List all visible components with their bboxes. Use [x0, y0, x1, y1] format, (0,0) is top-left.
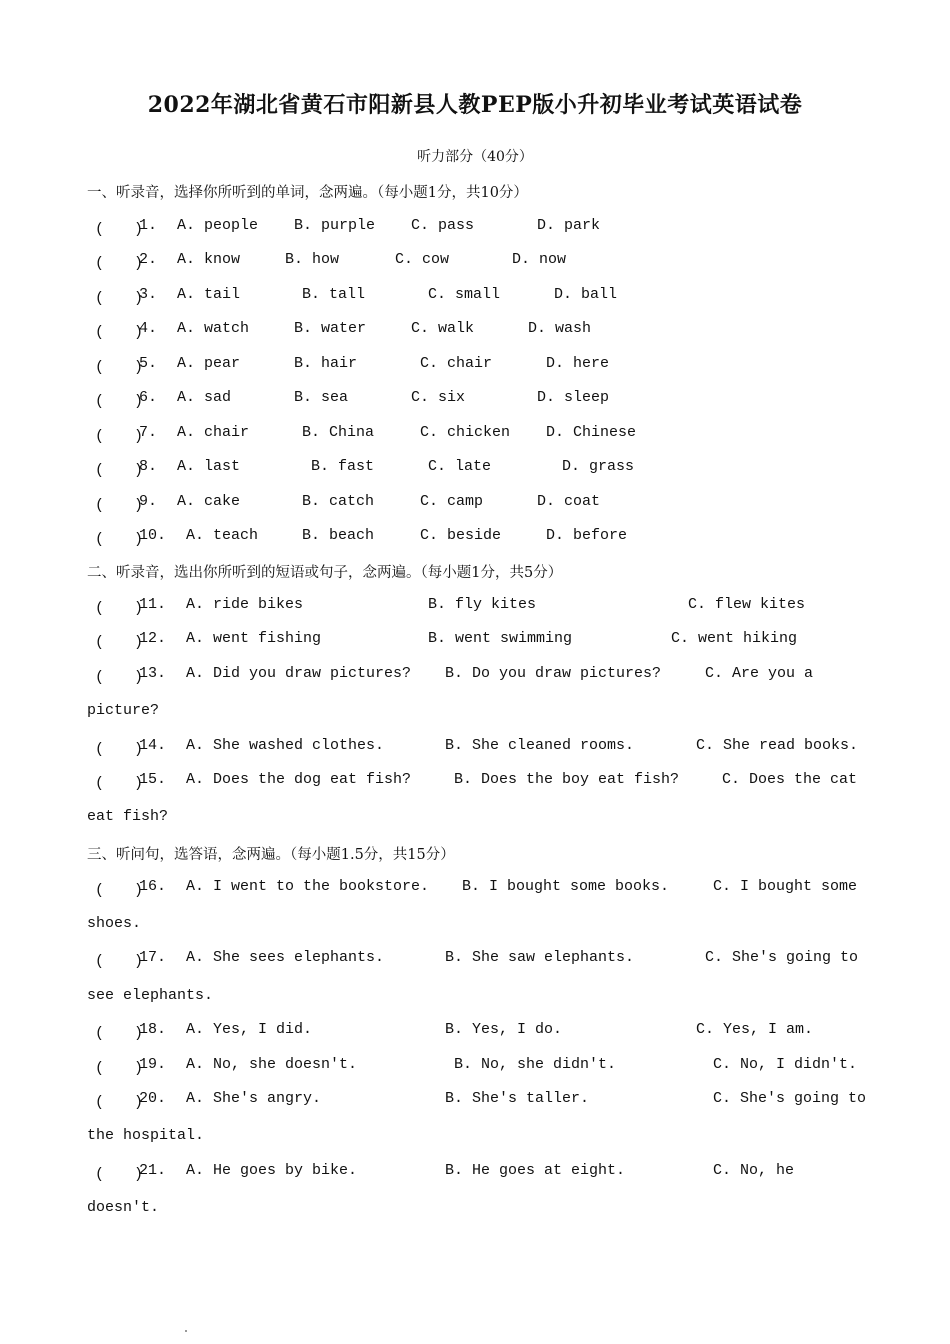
option-c: C. small — [428, 286, 501, 303]
option-b: B. fast — [311, 458, 375, 475]
question-continuation: see elephants. — [87, 987, 214, 1004]
option-a: A. I went to the bookstore. — [186, 878, 430, 895]
question-number: 1. — [139, 217, 158, 234]
question-continuation: eat fish? — [87, 808, 169, 825]
option-a: A. cake — [177, 493, 241, 510]
answer-blank[interactable]: ( ) — [95, 1094, 144, 1111]
option-d: D. here — [546, 355, 610, 372]
question-row — [87, 737, 867, 759]
option-a: A. Does the dog eat fish? — [186, 771, 412, 788]
option-a: A. pear — [177, 355, 241, 372]
question-number: 9. — [139, 493, 158, 510]
question-number: 19. — [139, 1056, 167, 1073]
option-b: B. purple — [294, 217, 376, 234]
question-continuation: the hospital. — [87, 1127, 205, 1144]
question-row — [87, 1162, 867, 1184]
question-continuation: doesn't. — [87, 1199, 160, 1216]
option-c: C. She's going to — [713, 1090, 867, 1107]
question-row — [87, 286, 867, 308]
question-row — [87, 355, 867, 377]
answer-blank[interactable]: ( ) — [95, 221, 144, 238]
answer-blank[interactable]: ( ) — [95, 359, 144, 376]
answer-blank[interactable]: ( ) — [95, 634, 144, 651]
option-a: A. sad — [177, 389, 232, 406]
question-continuation: picture? — [87, 702, 160, 719]
question-row — [87, 665, 867, 687]
option-d: D. Chinese — [546, 424, 637, 441]
answer-blank[interactable]: ( ) — [95, 1166, 144, 1183]
option-d: D. before — [546, 527, 628, 544]
option-b: B. fly kites — [428, 596, 537, 613]
question-number: 4. — [139, 320, 158, 337]
question-number: 16. — [139, 878, 167, 895]
option-a: A. last — [177, 458, 241, 475]
option-b: B. She's taller. — [445, 1090, 590, 1107]
section-3-heading: 三、听问句，选答语，念两遍。（每小题1.5分，共15分） — [87, 847, 455, 863]
question-row — [87, 424, 867, 446]
question-number: 6. — [139, 389, 158, 406]
answer-blank[interactable]: ( ) — [95, 428, 144, 445]
question-row — [87, 251, 867, 273]
option-b: B. Does the boy eat fish? — [454, 771, 680, 788]
option-a: A. watch — [177, 320, 250, 337]
option-c: C. late — [428, 458, 492, 475]
option-a: A. She sees elephants. — [186, 949, 385, 966]
answer-blank[interactable]: ( ) — [95, 324, 144, 341]
option-a: A. went fishing — [186, 630, 322, 647]
option-a: A. chair — [177, 424, 250, 441]
option-c: C. She's going to — [705, 949, 859, 966]
question-row — [87, 493, 867, 515]
option-c: C. chair — [420, 355, 493, 372]
option-a: A. No, she doesn't. — [186, 1056, 358, 1073]
option-a: A. She washed clothes. — [186, 737, 385, 754]
question-row — [87, 949, 867, 971]
option-a: A. Did you draw pictures? — [186, 665, 412, 682]
option-b: B. She saw elephants. — [445, 949, 635, 966]
question-row — [87, 878, 867, 900]
option-b: B. beach — [302, 527, 375, 544]
option-d: D. sleep — [537, 389, 610, 406]
question-row — [87, 527, 867, 549]
question-number: 20. — [139, 1090, 167, 1107]
option-a: A. tail — [177, 286, 241, 303]
option-c: C. I bought some — [713, 878, 858, 895]
option-d: D. now — [512, 251, 567, 268]
question-continuation: shoes. — [87, 915, 142, 932]
answer-blank[interactable]: ( ) — [95, 1060, 144, 1077]
question-number: 2. — [139, 251, 158, 268]
option-b: B. He goes at eight. — [445, 1162, 626, 1179]
question-row — [87, 1056, 867, 1078]
question-row — [87, 1021, 867, 1043]
option-b: B. Do you draw pictures? — [445, 665, 662, 682]
question-number: 3. — [139, 286, 158, 303]
option-d: D. wash — [528, 320, 592, 337]
option-b: B. I bought some books. — [462, 878, 670, 895]
option-c: C. went hiking — [671, 630, 798, 647]
option-b: B. catch — [302, 493, 375, 510]
option-c: C. camp — [420, 493, 484, 510]
option-b: B. Yes, I do. — [445, 1021, 563, 1038]
option-b: B. She cleaned rooms. — [445, 737, 635, 754]
question-row — [87, 217, 867, 239]
option-c: C. Does the cat — [722, 771, 858, 788]
answer-blank[interactable]: ( ) — [95, 1025, 144, 1042]
answer-blank[interactable]: ( ) — [95, 775, 144, 792]
section-2-heading: 二、听录音，选出你所听到的短语或句子，念两遍。（每小题1分，共5分） — [87, 565, 563, 581]
question-number: 10. — [139, 527, 167, 544]
option-c: C. No, I didn't. — [713, 1056, 858, 1073]
option-b: B. No, she didn't. — [454, 1056, 617, 1073]
option-c: C. six — [411, 389, 466, 406]
option-b: B. tall — [302, 286, 366, 303]
option-d: D. grass — [562, 458, 635, 475]
answer-blank[interactable]: ( ) — [95, 741, 144, 758]
question-row — [87, 389, 867, 411]
option-a: A. She's angry. — [186, 1090, 322, 1107]
option-c: C. She read books. — [696, 737, 859, 754]
option-d: D. park — [537, 217, 601, 234]
answer-blank[interactable]: ( ) — [95, 255, 144, 272]
option-c: C. Yes, I am. — [696, 1021, 814, 1038]
option-c: C. beside — [420, 527, 502, 544]
question-row — [87, 320, 867, 342]
question-row — [87, 458, 867, 480]
answer-blank[interactable]: ( ) — [95, 669, 144, 686]
answer-blank[interactable]: ( ) — [95, 290, 144, 307]
answer-blank[interactable]: ( ) — [95, 882, 144, 899]
question-number: 12. — [139, 630, 167, 647]
option-d: D. ball — [554, 286, 618, 303]
option-b: B. hair — [294, 355, 358, 372]
question-number: 7. — [139, 424, 158, 441]
option-b: B. went swimming — [428, 630, 573, 647]
option-b: B. China — [302, 424, 375, 441]
question-number: 14. — [139, 737, 167, 754]
option-b: B. water — [294, 320, 367, 337]
question-number: 11. — [139, 596, 167, 613]
option-c: C. chicken — [420, 424, 511, 441]
section-1-heading: 一、听录音，选择你所听到的单词，念两遍。（每小题1分，共10分） — [87, 185, 528, 201]
option-a: A. He goes by bike. — [186, 1162, 358, 1179]
answer-blank[interactable]: ( ) — [95, 600, 144, 617]
option-b: B. how — [285, 251, 340, 268]
question-number: 13. — [139, 665, 167, 682]
question-number: 17. — [139, 949, 167, 966]
question-number: 15. — [139, 771, 167, 788]
answer-blank[interactable]: ( ) — [95, 462, 144, 479]
question-number: 5. — [139, 355, 158, 372]
option-a: A. people — [177, 217, 259, 234]
option-a: A. teach — [186, 527, 259, 544]
option-c: C. cow — [395, 251, 450, 268]
question-row — [87, 596, 867, 618]
option-c: C. flew kites — [688, 596, 806, 613]
answer-blank[interactable]: ( ) — [95, 497, 144, 514]
answer-blank[interactable]: ( ) — [95, 393, 144, 410]
option-c: C. pass — [411, 217, 475, 234]
option-c: C. No, he — [713, 1162, 795, 1179]
option-b: B. sea — [294, 389, 349, 406]
question-row — [87, 771, 867, 793]
option-c: C. walk — [411, 320, 475, 337]
answer-blank[interactable]: ( ) — [95, 953, 144, 970]
question-number: 21. — [139, 1162, 167, 1179]
scan-speck — [185, 1330, 187, 1332]
answer-blank[interactable]: ( ) — [95, 531, 144, 548]
option-a: A. Yes, I did. — [186, 1021, 313, 1038]
option-c: C. Are you a — [705, 665, 814, 682]
exam-title: 2022年湖北省黄石市阳新县人教PEP版小升初毕业考试英语试卷 — [147, 92, 803, 118]
option-a: A. ride bikes — [186, 596, 304, 613]
question-number: 18. — [139, 1021, 167, 1038]
option-a: A. know — [177, 251, 241, 268]
option-d: D. coat — [537, 493, 601, 510]
listening-part-heading: 听力部分（40分） — [417, 149, 533, 165]
question-row — [87, 1090, 867, 1112]
question-row — [87, 630, 867, 652]
question-number: 8. — [139, 458, 158, 475]
